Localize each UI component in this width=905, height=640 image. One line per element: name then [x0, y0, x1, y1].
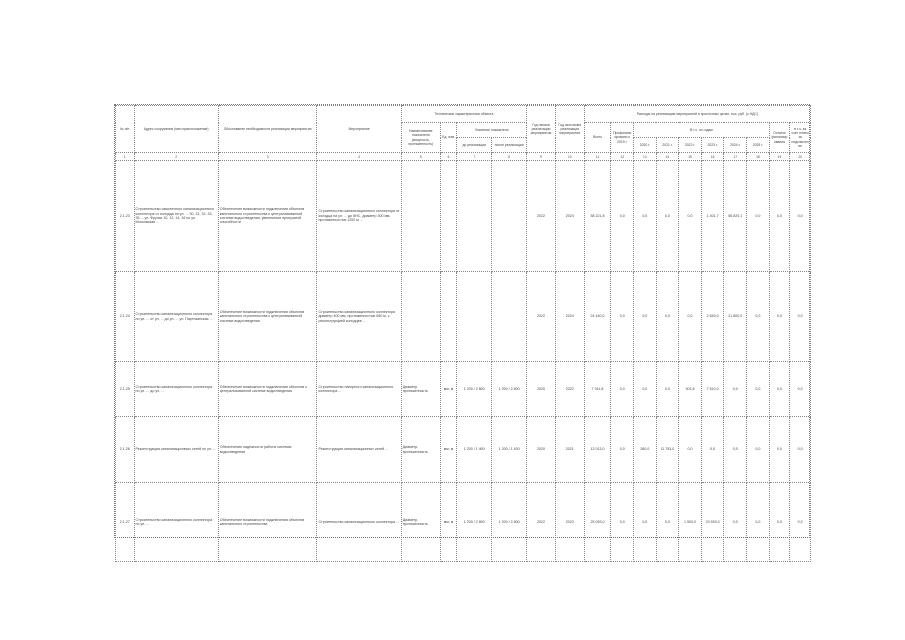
col-no-header: № п/п — [116, 106, 135, 153]
table-row — [116, 161, 811, 272]
row-financed: 0,0 — [611, 161, 634, 272]
value-after-header: после реализации — [492, 138, 527, 153]
row-end-year: 2023 — [555, 483, 584, 562]
row-address: Строительство канализационного коллектора по ул. ... от ул. ... до ул. ... ул. Партизанская ... — [134, 272, 218, 362]
row-start-year: 2022 — [527, 161, 556, 272]
index-cell: 7 — [457, 153, 492, 161]
row-year-5: 21 800,0 — [724, 272, 747, 362]
row-start-year: 2022 — [527, 483, 556, 562]
row-value-after: 1 200 / 2 800 — [492, 362, 527, 417]
row-rest: 0,0 — [769, 483, 790, 562]
row-year-5: 56 820,1 — [724, 161, 747, 272]
index-cell: 20 — [790, 153, 811, 161]
total-header: Всего — [584, 123, 611, 153]
row-year-5: 0,0 — [724, 417, 747, 483]
row-unit — [440, 161, 456, 272]
row-year-1: 0,0 — [634, 362, 657, 417]
row-total: 12 013,0 — [584, 417, 611, 483]
row-unit: мм, м — [440, 483, 456, 562]
row-value-before — [457, 272, 492, 362]
rest-header: Остаток финансирования — [769, 123, 790, 153]
row-address: Строительство канализационного коллектора по ул. ... до ул. ... — [134, 362, 218, 417]
col-end-header: Год окончания реализации мероприятия — [555, 106, 584, 153]
index-cell: 12 — [611, 153, 634, 161]
row-action: Реконструкция канализационных сетей ... — [317, 417, 401, 483]
row-param: Диаметр, протяженность — [401, 417, 440, 483]
row-year-2: 11 753,0 — [656, 417, 679, 483]
index-cell: 4 — [317, 153, 401, 161]
row-reason: Обеспечение надежности работы системы водоотведения — [218, 417, 317, 483]
document-sheet — [114, 104, 810, 538]
column-index-row — [116, 153, 811, 161]
row-connection-fee: 0,0 — [790, 483, 811, 562]
row-value-after — [492, 161, 527, 272]
row-number: 2.1.27 — [116, 483, 135, 562]
row-year-4: 23 593,0 — [701, 483, 724, 562]
index-cell: 19 — [769, 153, 790, 161]
row-year-6: 0,0 — [747, 362, 770, 417]
year-3-header: 2022 г. — [679, 138, 702, 153]
index-cell: 3 — [218, 153, 317, 161]
row-value-after: 1 200 / 2 800 — [492, 483, 527, 562]
row-year-1: 0,0 — [634, 483, 657, 562]
row-address: Строительство самотечного канализационного коллектора от колодца по ул. ... 30, 31, 32, 33, 35 ... ул. Фрунзе 10, 12, 14, 16 по ул. Московская ... — [134, 161, 218, 272]
row-value-before: 1 200 / 1 400 — [457, 417, 492, 483]
year-2-header: 2021 г. — [656, 138, 679, 153]
row-connection-fee: 0,0 — [790, 272, 811, 362]
row-financed: 0,0 — [611, 483, 634, 562]
row-year-6: 0,0 — [747, 483, 770, 562]
row-rest: 0,0 — [769, 417, 790, 483]
index-cell: 15 — [679, 153, 702, 161]
index-cell: 5 — [401, 153, 440, 161]
row-reason: Обеспечение возможности подключения объектов капитального строительства к централизованной системе водоотведения — [218, 272, 317, 362]
year-4-header: 2023 г. — [701, 138, 724, 153]
index-cell: 6 — [440, 153, 456, 161]
index-cell: 2 — [134, 153, 218, 161]
row-year-6: 0,0 — [747, 417, 770, 483]
row-total: 58 221,8 — [584, 161, 611, 272]
row-start-year: 2022 — [527, 272, 556, 362]
row-param — [401, 161, 440, 272]
row-reason: Обеспечение возможности подключения объектов капитального строительства к централизованной системе водоотведения, увеличение пропускной способности — [218, 161, 317, 272]
header-row-1 — [116, 106, 811, 123]
index-cell: 8 — [492, 153, 527, 161]
row-total: 25 093,0 — [584, 483, 611, 562]
row-value-after — [492, 272, 527, 362]
row-year-2: 0,0 — [656, 483, 679, 562]
row-value-before — [457, 161, 492, 272]
row-address: Строительство канализационного коллектора по ул. ... — [134, 483, 218, 562]
row-year-3: 1 500,0 — [679, 483, 702, 562]
row-action: Строительство канализационного коллектора от колодца на ул. ... до КНС, диаметр 300 мм, протяженностью 1200 м ... — [317, 161, 401, 272]
row-unit: мм, м — [440, 362, 456, 417]
col-reason-header: Обоснование необходимости реализации мероприятия — [218, 106, 317, 153]
row-connection-fee: 0,0 — [790, 417, 811, 483]
row-year-1: 260,0 — [634, 417, 657, 483]
row-end-year: 2024 — [555, 272, 584, 362]
row-financed: 0,0 — [611, 417, 634, 483]
row-total: 7 911,8 — [584, 362, 611, 417]
row-action: Строительство канализационного коллектора диаметр 400 мм, протяженностью 850 м, с реконструкцией колодцев ... — [317, 272, 401, 362]
table-row — [116, 483, 811, 562]
row-start-year: 2020 — [527, 417, 556, 483]
connection-fee-header: в т.ч. за счет платы за подключение — [790, 123, 811, 153]
row-end-year: 2024 — [555, 161, 584, 272]
row-number: 2.1.24 — [116, 272, 135, 362]
row-year-3: 301,8 — [679, 362, 702, 417]
row-year-5: 0,0 — [724, 362, 747, 417]
row-param: Диаметр, протяженность — [401, 362, 440, 417]
row-year-4: 2 640,0 — [701, 272, 724, 362]
param-name-header: Наименование показателя (мощность, протяженность) — [401, 123, 440, 153]
index-cell: 16 — [701, 153, 724, 161]
row-action: Строительство напорного канализационного коллектора ... — [317, 362, 401, 417]
row-year-5: 0,0 — [724, 483, 747, 562]
row-value-before: 1 200 / 2 800 — [457, 483, 492, 562]
row-address: Реконструкция канализационных сетей по ул. ... — [134, 417, 218, 483]
row-year-6: 0,0 — [747, 272, 770, 362]
index-cell: 9 — [527, 153, 556, 161]
row-rest: 0,0 — [769, 272, 790, 362]
year-5-header: 2024 г. — [724, 138, 747, 153]
unit-header: Ед. изм. — [440, 123, 456, 153]
year-6-header: 2025 г. — [747, 138, 770, 153]
index-cell: 18 — [747, 153, 770, 161]
col-start-header: Год начала реализации мероприятия — [527, 106, 556, 153]
row-connection-fee: 0,0 — [790, 362, 811, 417]
row-reason: Обеспечение возможности подключения объектов капитального строительства — [218, 483, 317, 562]
row-param: Диаметр, протяженность — [401, 483, 440, 562]
row-value-before: 1 200 / 2 800 — [457, 362, 492, 417]
investment-table — [115, 105, 811, 562]
row-number: 2.1.25 — [116, 362, 135, 417]
row-year-3: 0,0 — [679, 272, 702, 362]
tech-group-header: Технические характеристики объекта — [401, 106, 526, 123]
row-number: 2.1.26 — [116, 417, 135, 483]
row-year-1: 0,0 — [634, 272, 657, 362]
row-year-3: 0,0 — [679, 417, 702, 483]
value-header: Значение показателя — [457, 123, 527, 138]
row-year-6: 0,0 — [747, 161, 770, 272]
row-number: 2.1.23 — [116, 161, 135, 272]
col-action-header: Мероприятие — [317, 106, 401, 153]
row-year-2: 0,0 — [656, 161, 679, 272]
financed-header: Профинансировано к 2019 г. — [611, 123, 634, 153]
index-cell: 13 — [634, 153, 657, 161]
row-year-4: 0,0 — [701, 417, 724, 483]
row-year-4: 7 610,0 — [701, 362, 724, 417]
row-financed: 0,0 — [611, 362, 634, 417]
row-action: Строительство канализационного коллектора ... — [317, 483, 401, 562]
row-connection-fee: 0,0 — [790, 161, 811, 272]
row-param — [401, 272, 440, 362]
row-value-after: 1 200 / 1 400 — [492, 417, 527, 483]
value-before-header: до реализации — [457, 138, 492, 153]
row-rest: 0,0 — [769, 161, 790, 272]
row-total: 24 440,0 — [584, 272, 611, 362]
table-row — [116, 417, 811, 483]
row-year-2: 0,0 — [656, 362, 679, 417]
row-year-1: 0,0 — [634, 161, 657, 272]
col-address-header: Адрес сооружения (месторасположение) — [134, 106, 218, 153]
index-cell: 10 — [555, 153, 584, 161]
row-end-year: 2021 — [555, 417, 584, 483]
index-cell: 1 — [116, 153, 135, 161]
row-start-year: 2020 — [527, 362, 556, 417]
row-year-4: 1 401,7 — [701, 161, 724, 272]
index-cell: 11 — [584, 153, 611, 161]
by-year-header: В т.ч. по годам — [634, 123, 770, 138]
index-cell: 14 — [656, 153, 679, 161]
row-reason: Обеспечение возможности подключения объектов к централизованной системе водоотведения — [218, 362, 317, 417]
index-cell: 17 — [724, 153, 747, 161]
row-rest: 0,0 — [769, 362, 790, 417]
row-end-year: 2022 — [555, 362, 584, 417]
row-year-2: 0,0 — [656, 272, 679, 362]
row-financed: 0,0 — [611, 272, 634, 362]
row-unit: мм, м — [440, 417, 456, 483]
year-1-header: 2020 г. — [634, 138, 657, 153]
table-row — [116, 272, 811, 362]
table-row — [116, 362, 811, 417]
row-year-3: 0,0 — [679, 161, 702, 272]
cost-group-header: Расходы на реализацию мероприятий в прогнозных ценах, тыс. руб. (с НДС) — [584, 106, 810, 123]
row-unit — [440, 272, 456, 362]
